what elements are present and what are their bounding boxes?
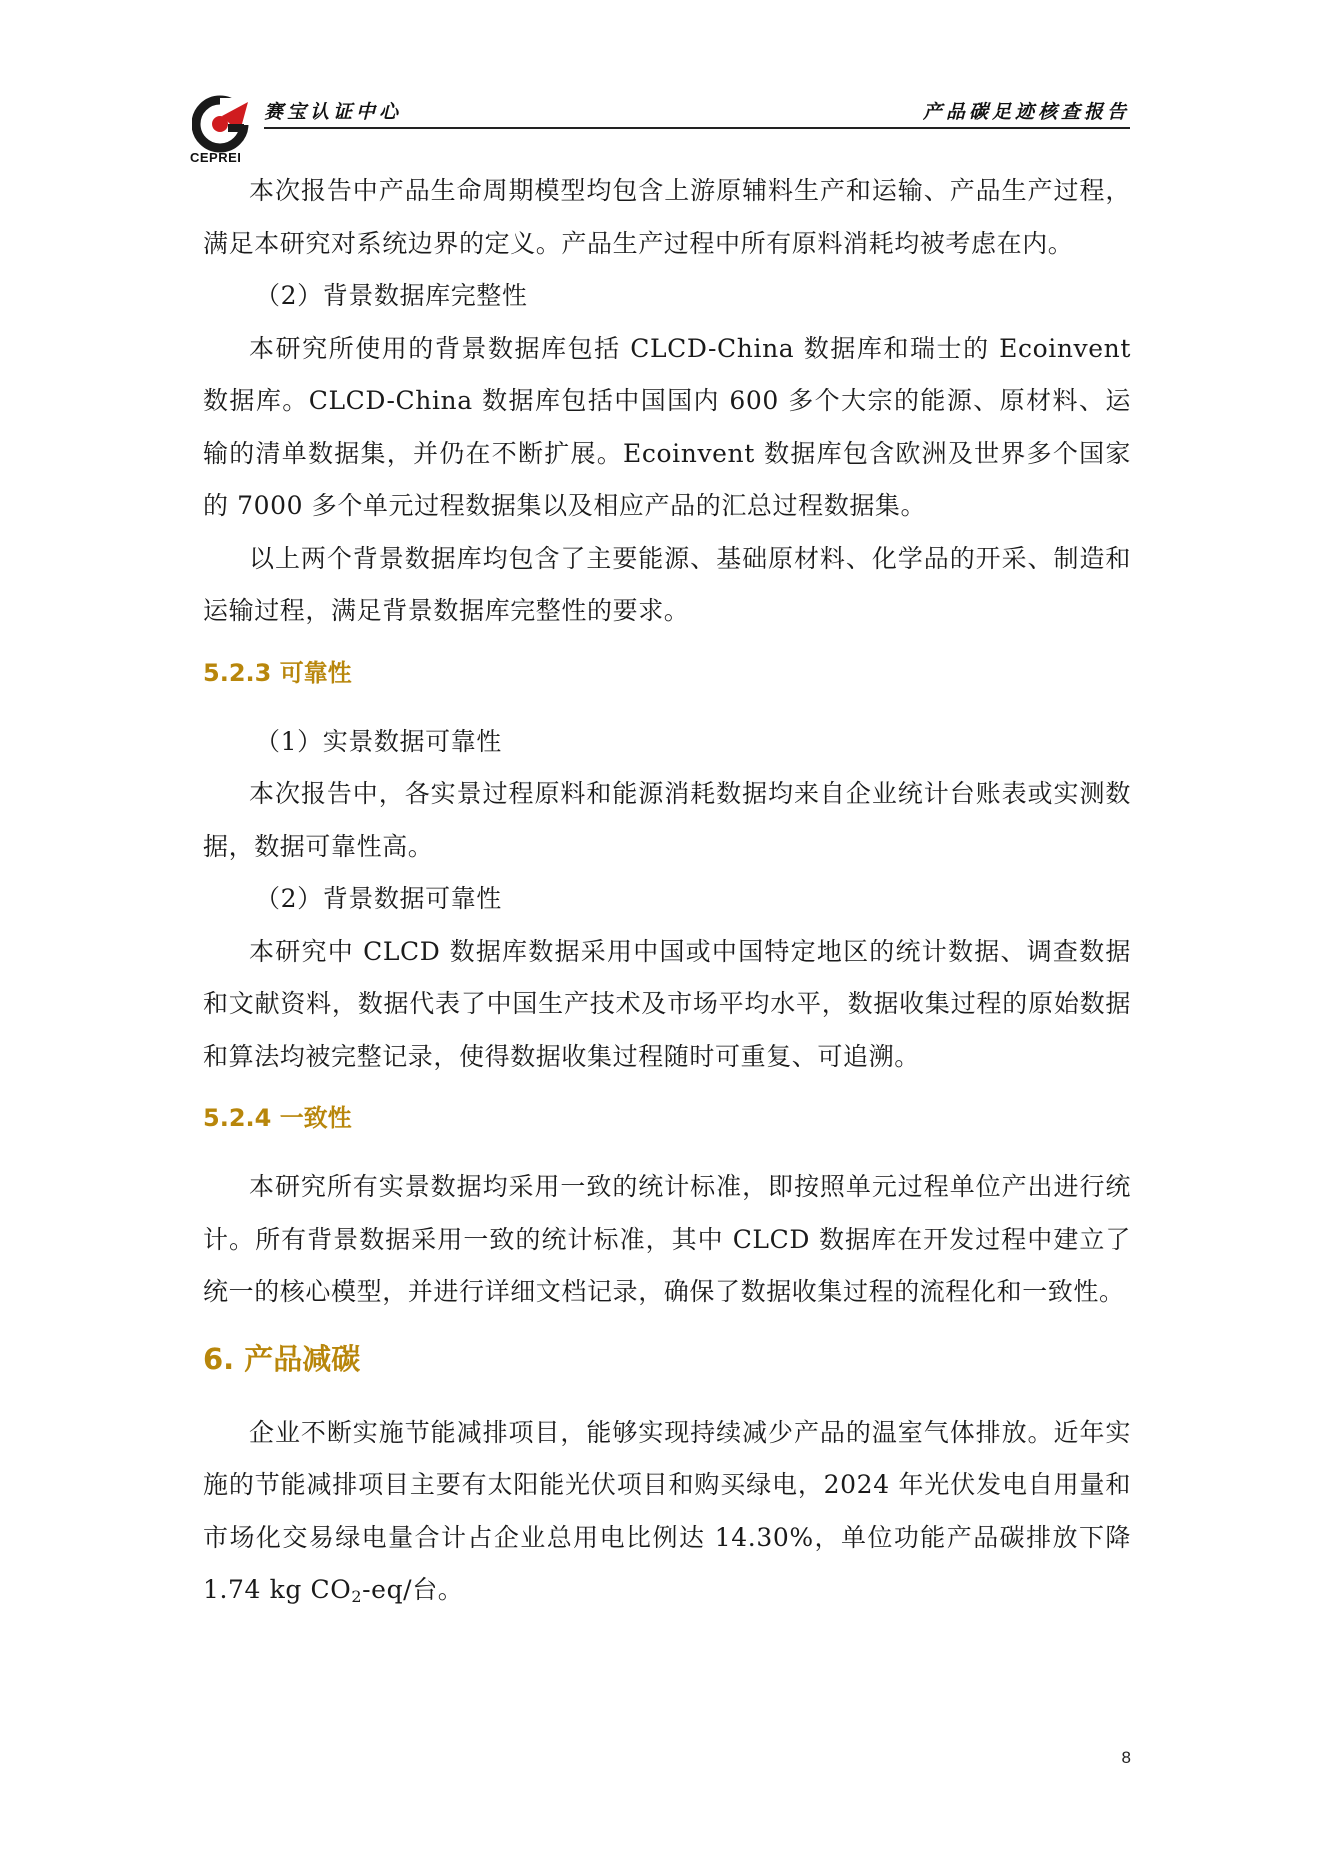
paragraph-carbon-reduction: [203, 1407, 1131, 1624]
paragraph-background-reliability: 本研究中 CLCD 数据库数据采用中国或中国特定地区的统计数据、调查数据和文献资料，数据代表了中国生产技术及市场平均水平，数据收集过程的原始数据和算法均被完整记录，使得数据收集过程随时可重复、可追溯。: [203, 936, 1131, 1071]
subheading-background-reliability: （2）背景数据可靠性: [255, 884, 502, 913]
section-heading-reliability: 5.2.3 可靠性: [203, 658, 352, 687]
subheading-background-completeness: （2）背景数据库完整性: [255, 281, 528, 310]
paragraph-background-databases: 本研究所使用的背景数据库包括 CLCD-China 数据库和瑞士的 Ecoinvent 数据库。CLCD-China 数据库包括中国国内 600 多个大宗的能源、原材料、运输的清单数据集，并仍在不断扩展。Ecoinvent 数据库包含欧洲及世界多个国家的 7000 多个单元过程数据集以及相应产品的汇总过程数据集。: [203, 333, 1131, 520]
paragraph-consistency: 本研究所有实景数据均采用一致的统计标准，即按照单元过程单位产出进行统计。所有背景数据采用一致的统计标准，其中 CLCD 数据库在开发过程中建立了统一的核心模型，并进行详细文档记录，确保了数据收集过程的流程化和一致性。: [203, 1172, 1131, 1306]
section-heading-product-carbon-reduction: 6. 产品减碳: [203, 1341, 361, 1376]
co2-subscript: 2: [351, 1587, 363, 1606]
subheading-onsite-reliability: （1）实景数据可靠性: [255, 726, 502, 756]
page-content: [203, 165, 1131, 1624]
page-header: [190, 88, 1130, 165]
paragraph-database-coverage: 以上两个背景数据库均包含了主要能源、基础原材料、化学品的开采、制造和运输过程，满足背景数据库完整性的要求。: [203, 543, 1131, 625]
logo-caption: CEPREI: [190, 150, 242, 165]
carbon-reduction-text: 企业不断实施节能减排项目，能够实现持续减少产品的温室气体排放。近年实施的节能减排项目主要有太阳能光伏项目和购买绿电，2024 年光伏发电自用量和市场化交易绿电量合计占企业总用电比例达 14.30%，单位功能产品碳排放下降 1.74 kg CO: [203, 1417, 1131, 1604]
page-number: 8: [1121, 1748, 1131, 1767]
section-heading-consistency: 5.2.4 一致性: [203, 1104, 352, 1132]
carbon-reduction-unit: -eq/台。: [362, 1575, 464, 1604]
ceprei-logo-icon: [192, 94, 252, 154]
organization-name: 赛宝认证中心: [264, 101, 403, 123]
paragraph-onsite-reliability: 本次报告中，各实景过程原料和能源消耗数据均来自企业统计台账表或实测数据，数据可靠性高。: [203, 779, 1131, 861]
header-rule: [264, 127, 1130, 129]
report-title: 产品碳足迹核查报告: [922, 101, 1130, 123]
paragraph-lifecycle-model: 本次报告中产品生命周期模型均包含上游原辅料生产和运输、产品生产过程，满足本研究对系统边界的定义。产品生产过程中所有原料消耗均被考虑在内。: [203, 176, 1131, 258]
